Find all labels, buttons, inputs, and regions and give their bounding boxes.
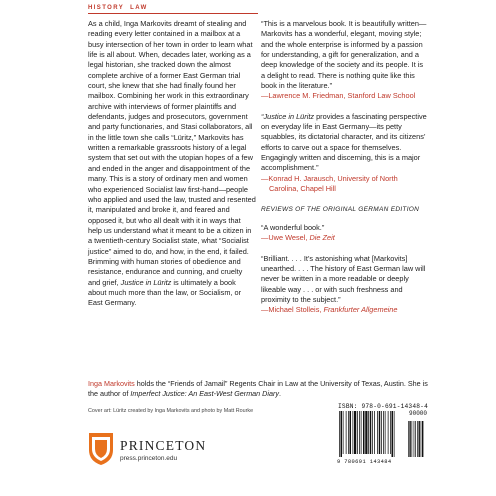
blurb-text: “This is a marvelous book. It is beautifully written—Markovits has a wonderful, elegant, moving style; and the whole enterprise is informed by a passion for understanding, a gift for generalization, and a deep knowledge of the society and its people. It is a delight to read. There is nothing quite like this book in the literature.” [261, 19, 427, 91]
barcode-addon-number: 90000 [409, 410, 428, 417]
review-text: “A wonderful book.” [261, 222, 325, 232]
review-wesel [261, 223, 429, 244]
description-title: Justice in Lüritz [120, 277, 172, 287]
author-previous-book: Imperfect Justice: An East-West German Diary [130, 389, 279, 399]
publisher-logo [88, 432, 248, 472]
barcode-digits: 9 780691 143484 [337, 459, 392, 465]
author-name: Inga Markovits [88, 379, 135, 388]
review-attribution: —Michael Stolleis, Frankfurter Allgemeine [261, 305, 398, 315]
description-column [88, 19, 256, 309]
category-history: HISTORY [88, 5, 125, 11]
review-attribution: —Uwe Wesel, Die Zeit [261, 233, 335, 243]
blurb-text: “Justice in Lüritz provides a fascinating perspective on everyday life in East Germany—its petty squabbles, its dictatorial character, and its citizens’ efforts to carve out a space for themselves. Engagingly written and discerning, this is a major accomplishment.” [261, 111, 427, 173]
blurb-jarausch [261, 112, 429, 195]
author-bio: Inga Markovits holds the “Friends of Jamail” Regents Chair in Law at the University of Texas, Austin. She is the author of Imperfect Justice: An East-West German Diary. [88, 379, 428, 399]
top-rule [88, 13, 258, 14]
description-text: As a child, Inga Markovits dreamt of stealing and reading every letter contained in a mailbox at a busy intersection of her town in order to learn what life is all about. When, decades later, working as a legal historian, she tracked down the almost complete archive of a former East German trial court, she knew that she had finally found her mailbox. Combining her work in this extraordinary archive with interviews of former plaintiffs and defendants, judges and prosecutors, government and party functionaries, and Stasi collaborators, all in the little town she calls “Lüritz,” Markovits has written a remarkable grassroots history of a legal system that set out with the utopian hopes of a few and ended in the anger and disappointment of the many. This is a story of ordinary men and women who experienced Socialist law first-hand—people who applied and used the law, trusted and resented it, manipulated and broke it, and feared and opposed it, but who all dealt with it in ways that help us understand what it meant to be a citizen in a twentieth-century Socialist state, what “Socialist justice” aimed to do, and how, in the end, it failed. Brimming with human stories of obedience and resistance, endurance and cunning, and cruelty and grief, Justice in Lüritz is ultimately a book about much more than the law, or Socialism, or East Germany. [88, 19, 256, 308]
blurb-friedman [261, 19, 429, 102]
cover-credit: Cover art: Lüritz created by Inga Markovits and photo by Matt Rourke [88, 408, 254, 414]
review-stolleis [261, 254, 429, 316]
isbn-label: ISBN: 978-0-691-14348-4 [338, 403, 429, 410]
review-text: “Brilliant. . . . It’s astonishing what [Markovits] unearthed. . . . The history of East German law will never be written in a more readable or deeply likeable way . . . or with such freshness and proximity to the subject.” [261, 253, 426, 304]
princeton-shield-icon [88, 432, 114, 466]
blurb-attribution: —Lawrence M. Friedman, Stanford Law School [261, 91, 416, 101]
barcode-bars-icon [337, 411, 433, 459]
blurb-attribution: —Konrad H. Jarausch, University of North Carolina, Chapel Hill [261, 173, 398, 194]
german-reviews-heading: REVIEWS OF THE ORIGINAL GERMAN EDITION [261, 205, 420, 213]
barcode [337, 401, 433, 473]
publisher-url: press.princeton.edu [120, 455, 178, 462]
category-label [88, 5, 148, 11]
blurbs-column [261, 19, 429, 326]
publisher-name: PRINCETON [120, 438, 207, 453]
category-law: LAW [130, 5, 148, 11]
